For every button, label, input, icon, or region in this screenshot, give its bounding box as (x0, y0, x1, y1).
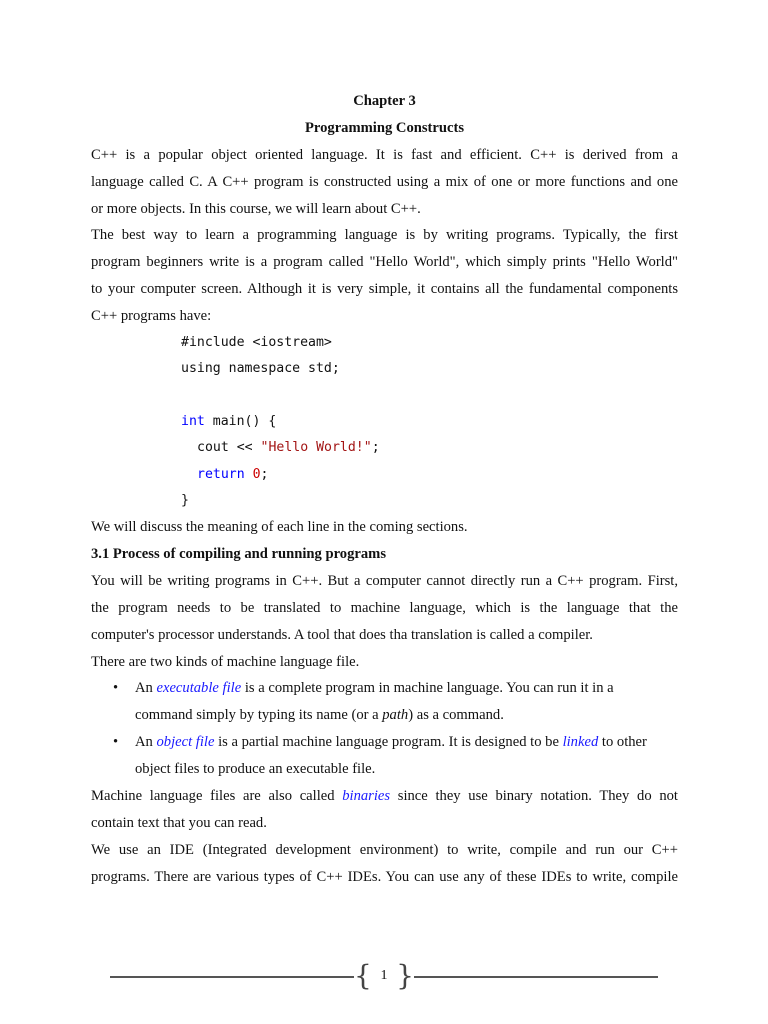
document-page (91, 88, 678, 891)
bullet-executable-file-cont (91, 702, 678, 729)
intro-p2-line4: C++ programs have: (91, 308, 212, 325)
intro-p2-line3: to your computer screen. Although it is very simple, it contains all the fundamental components (91, 281, 678, 298)
intro-p2-line1: The best way to learn a programming language is by writing programs. Typically, the first (91, 227, 678, 244)
section-heading: 3.1 Process of compiling and running programs (91, 545, 387, 562)
code-line-blank (91, 383, 678, 409)
footer-brace-right: } (396, 959, 414, 992)
section-p1-line2: the program needs to be translated to machine language, which is the language that the (91, 599, 678, 616)
bullet1-rest: is a complete program in machine language. You can run it in a (241, 680, 614, 697)
section-p3-line1 (91, 783, 678, 810)
bullet2-prefix: An (135, 734, 157, 751)
chapter-title: Programming Constructs (304, 119, 465, 136)
page-number: 1 (380, 968, 388, 983)
code-semicolon: ; (371, 440, 380, 456)
code-line-include: #include <iostream> (181, 335, 332, 351)
section-p4-line2: programs. There are various types of C++ IDEs. You can use any of these IDEs to write, compile (91, 868, 678, 885)
bullet1-prefix: An (135, 680, 157, 697)
bullet2-mid: is a partial machine language program. It is designed to be (214, 734, 563, 751)
link-object-file[interactable]: object file (156, 734, 215, 751)
code-number-zero: 0 (252, 466, 261, 482)
section-p1-line3: computer's processor understands. A tool that does tha translation is called a compiler. (91, 626, 593, 643)
p3-b: since they use binary notation. They do not (390, 788, 678, 804)
section-p1-line1: You will be writing programs in C++. But a computer cannot directly run a C++ program. First, (91, 572, 678, 589)
link-executable-file[interactable]: executable file (156, 680, 242, 697)
footer-rule-right (414, 976, 658, 978)
footer-brace-left: { (354, 959, 372, 992)
code-cout: cout << (197, 440, 261, 456)
code-line-close: } (181, 492, 189, 508)
after-code-text: We will discuss the meaning of each line in the coming sections. (91, 519, 468, 536)
path-italic: path (382, 707, 409, 724)
bullet-object-file-cont: object files to produce an executable file. (135, 761, 376, 778)
section-p4-line1: We use an IDE (Integrated development environment) to write, compile and run our C++ (91, 841, 678, 858)
code-semicolon-2: ; (260, 466, 269, 482)
code-line-namespace: using namespace std; (181, 361, 340, 377)
bullet2-rest: to other (598, 734, 647, 751)
chapter-number: Chapter 3 (353, 93, 416, 109)
code-keyword-int: int (181, 413, 205, 429)
bullet-marker: • (113, 680, 119, 697)
bullet1-line2-b: ) as a command. (408, 707, 504, 724)
code-keyword-return: return (197, 466, 245, 482)
section-p2: There are two kinds of machine language file. (91, 653, 360, 670)
bullet-executable-file (91, 675, 678, 702)
code-string-hello: "Hello World!" (260, 440, 372, 456)
bullet1-line2-a: command simply by typing its name (or a (135, 707, 383, 724)
bullet-marker-2: • (113, 734, 119, 751)
code-line-main (91, 409, 678, 435)
page-footer (110, 960, 658, 994)
section-p3-line2: contain text that you can read. (91, 814, 267, 831)
intro-p1-line2: language called C. A C++ program is constructed using a mix of one or more functions and one (91, 173, 678, 190)
intro-p1-line3: or more objects. In this course, we will learn about C++. (91, 200, 421, 217)
p3-a: Machine language files are also called (91, 788, 343, 804)
code-line-return (91, 462, 678, 488)
code-line-cout (91, 435, 678, 461)
code-main-signature: main() { (204, 413, 277, 429)
link-linked[interactable]: linked (562, 734, 599, 751)
intro-p1-line1: C++ is a popular object oriented language. It is fast and efficient. C++ is derived from a (91, 146, 678, 163)
bullet-object-file (91, 729, 678, 756)
intro-p2-line2: program beginners write is a program called "Hello World", which simply prints "Hello World" (91, 254, 678, 271)
link-binaries[interactable]: binaries (342, 788, 391, 804)
